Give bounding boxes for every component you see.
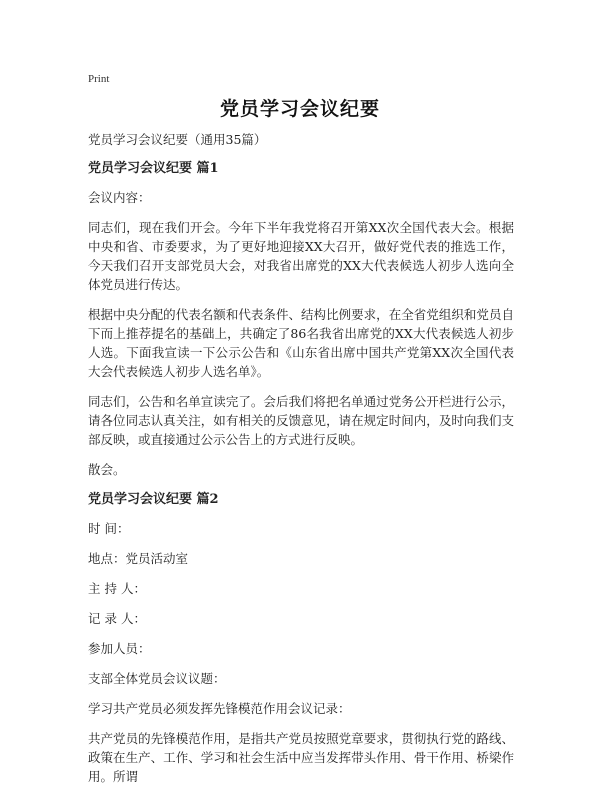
body-paragraph: 同志们，公告和名单宣读完了。会后我们将把名单通过党务公开栏进行公示，请各位同志认真关注，如有相关的反馈意见，请在规定时间内，及时向我们支部反映，或直接通过公示公告上的方式进行反映。 (88, 394, 514, 447)
document-body (88, 130, 514, 797)
meeting-record-field: 学习共产党员必须发挥先锋模范作用会议记录： (88, 701, 351, 716)
body-paragraph: 共产党员的先锋模范作用，是指共产党员按照党章要求，贯彻执行党的路线、政策在生产、工作、学习和社会生活中应当发挥带头作用、骨干作用、桥梁作用。所谓 (88, 731, 514, 784)
document-title: 党员学习会议纪要 (219, 98, 380, 120)
print-link[interactable]: Print (88, 73, 110, 85)
meeting-host-field: 主 持 人： (88, 581, 146, 596)
meeting-attendees-field: 参加人员： (88, 641, 151, 656)
section-heading: 党员学习会议纪要 篇2 (88, 492, 219, 507)
body-paragraph: 散会。 (88, 462, 126, 477)
body-paragraph: 根据中央分配的代表名额和代表条件、结构比例要求，在全省党组织和党员自下而上推荐提名的基础上，共确定了86名我省出席党的XX大代表候选人初步人选。下面我宣读一下公示公告和《山东省出席中国共产党第XX次全国代表大会代表候选人初步人选名单》。 (88, 307, 514, 379)
meeting-time-field: 时 间： (88, 521, 130, 536)
meeting-content-label: 会议内容： (88, 190, 151, 205)
meeting-topic-field: 支部全体党员会议议题： (88, 671, 226, 686)
section-heading: 党员学习会议纪要 篇1 (88, 161, 219, 176)
body-paragraph: 同志们，现在我们开会。今年下半年我党将召开第XX次全国代表大会。根据中央和省、市委要求，为了更好地迎接XX大召开，做好党代表的推选工作，今天我们召开支部党员大会，对我省出席党的XX大代表候选人初步人选向全体党员进行传达。 (88, 220, 514, 292)
meeting-location-field: 地点：党员活动室 (88, 551, 189, 566)
document-subtitle: 党员学习会议纪要（通用35篇） (88, 132, 267, 147)
meeting-recorder-field: 记 录 人： (88, 611, 146, 626)
